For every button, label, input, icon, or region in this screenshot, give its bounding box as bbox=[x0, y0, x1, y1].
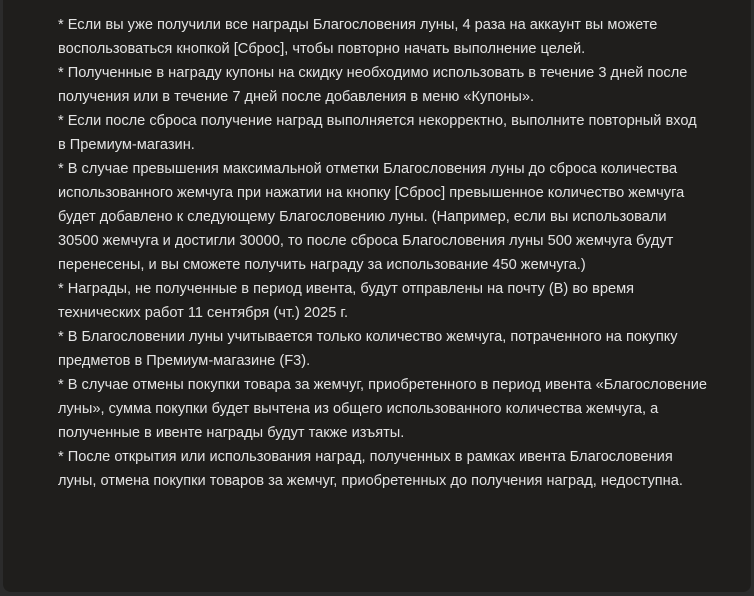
event-notes-list bbox=[58, 13, 708, 493]
note-premium-shop-only: * В Благословении луны учитывается только количество жемчуга, потраченного на покупку предметов в Премиум-магазине (F3). bbox=[58, 329, 678, 369]
note-pearl-carryover: * В случае превышения максимальной отметки Благословения луны до сброса количества использованного жемчуга при нажатии на кнопку [Сброс] превышенное количество жемчуга будет добавлено к следующему Благословению луны. (Например, если вы использовали 30500 жемчуга и достигли 30000, то после сброса Благословения луны 500 жемчуга будут перенесены, и вы сможете получить награду за использование 450 жемчуга.) bbox=[58, 161, 685, 273]
note-cancellation-unavailable: * После открытия или использования наград, полученных в рамках ивента Благословения луны, отмена покупки товаров за жемчуг, приобретенных до получения наград, недоступна. bbox=[58, 449, 683, 489]
note-purchase-cancellation: * В случае отмены покупки товара за жемчуг, приобретенного в период ивента «Благословение луны», сумма покупки будет вычтена из общего использованного количества жемчуга, а полученные в ивенте награды будут также изъяты. bbox=[58, 377, 707, 441]
event-notes-panel bbox=[3, 0, 751, 592]
note-unclaimed-rewards-mail: * Награды, не полученные в период ивента, будут отправлены на почту (В) во время технических работ 11 сентября (чт.) 2025 г. bbox=[58, 281, 635, 321]
note-reset-button-info: * Если вы уже получили все награды Благословения луны, 4 раза на аккаунт вы можете воспользоваться кнопкой [Сброс], чтобы повторно начать выполнение целей. bbox=[58, 17, 658, 57]
note-relogin-after-reset: * Если после сброса получение наград выполняется некорректно, выполните повторный вход в Премиум-магазин. bbox=[58, 113, 697, 153]
note-coupon-expiry: * Полученные в награду купоны на скидку необходимо использовать в течение 3 дней после получения или в течение 7 дней после добавления в меню «Купоны». bbox=[58, 65, 688, 105]
